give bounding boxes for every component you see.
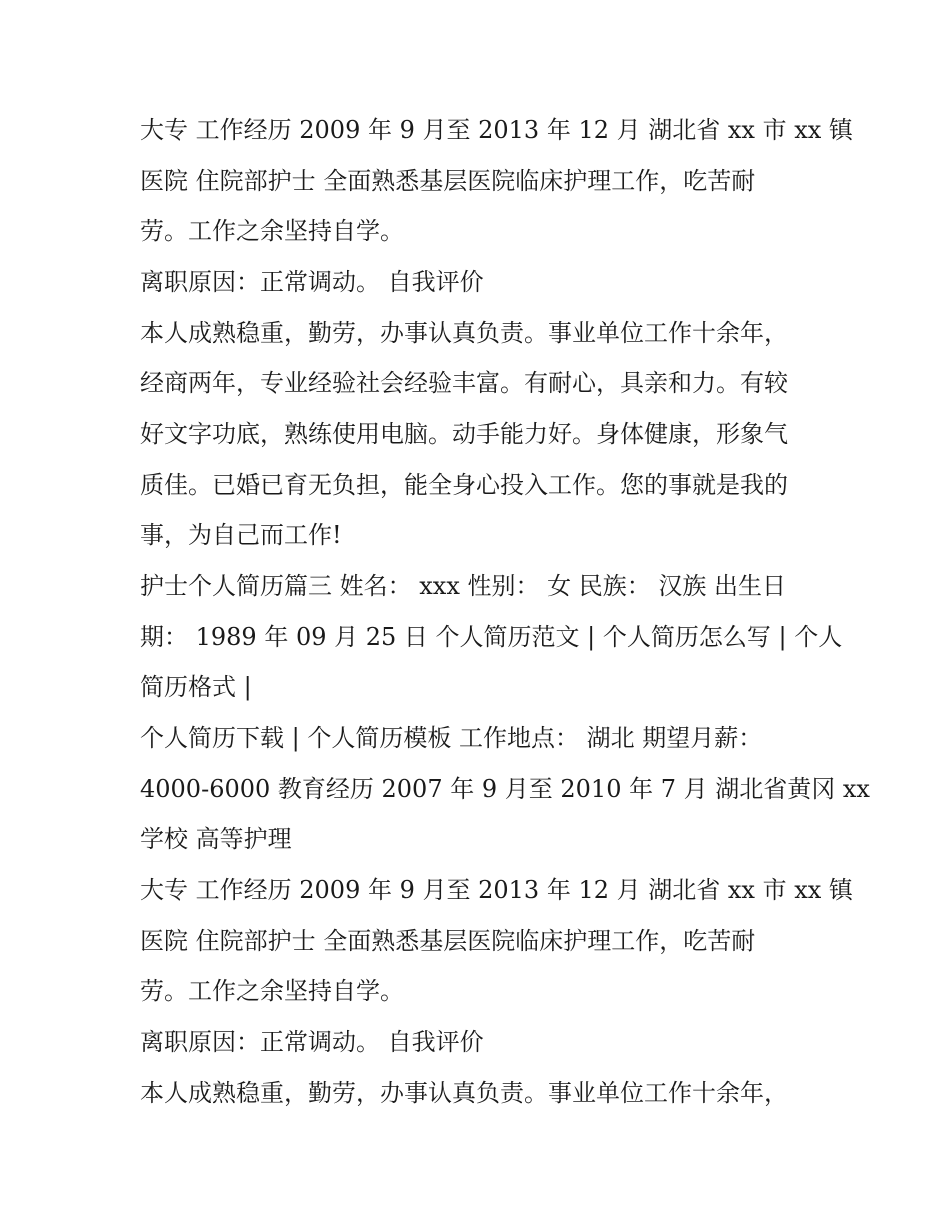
text-line: 事，为自己而工作! (140, 521, 342, 549)
text-line: 离职原因：正常调动。 自我评价 (140, 1028, 484, 1056)
text-line: 质佳。已婚已育无负担，能全身心投入工作。您的事就是我的 (140, 471, 788, 499)
text-line: 大专 工作经历 2009 年 9 月至 2013 年 12 月 湖北省 xx 市 xx 镇 (140, 116, 853, 144)
text-line: 好文字功底，熟练使用电脑。动手能力好。身体健康，形象气 (140, 420, 788, 448)
text-line: 期： 1989 年 09 月 25 日 个人简历范文 | 个人简历怎么写 | 个人 (140, 623, 843, 651)
text-line: 医院 住院部护士 全面熟悉基层医院临床护理工作，吃苦耐 (140, 167, 756, 195)
text-line: 护士个人简历篇三 姓名： xxx 性别： 女 民族： 汉族 出生日 (140, 572, 787, 600)
text-line: 离职原因：正常调动。 自我评价 (140, 268, 484, 296)
text-line: 医院 住院部护士 全面熟悉基层医院临床护理工作，吃苦耐 (140, 927, 756, 955)
text-line: 本人成熟稳重，勤劳，办事认真负责。事业单位工作十余年， (140, 319, 788, 347)
text-line: 4000-6000 教育经历 2007 年 9 月至 2010 年 7 月 湖北省黄冈 xx (140, 775, 870, 803)
text-line: 大专 工作经历 2009 年 9 月至 2013 年 12 月 湖北省 xx 市 xx 镇 (140, 876, 853, 904)
text-line: 劳。工作之余坚持自学。 (140, 217, 404, 245)
text-line: 经商两年，专业经验社会经验丰富。有耐心，具亲和力。有较 (140, 369, 788, 397)
text-line: 劳。工作之余坚持自学。 (140, 977, 404, 1005)
text-line: 个人简历下载 | 个人简历模板 工作地点： 湖北 期望月薪： (140, 724, 763, 752)
text-line: 本人成熟稳重，勤劳，办事认真负责。事业单位工作十余年， (140, 1079, 788, 1107)
text-line: 简历格式 | (140, 673, 252, 701)
text-line: 学校 高等护理 (140, 825, 292, 853)
